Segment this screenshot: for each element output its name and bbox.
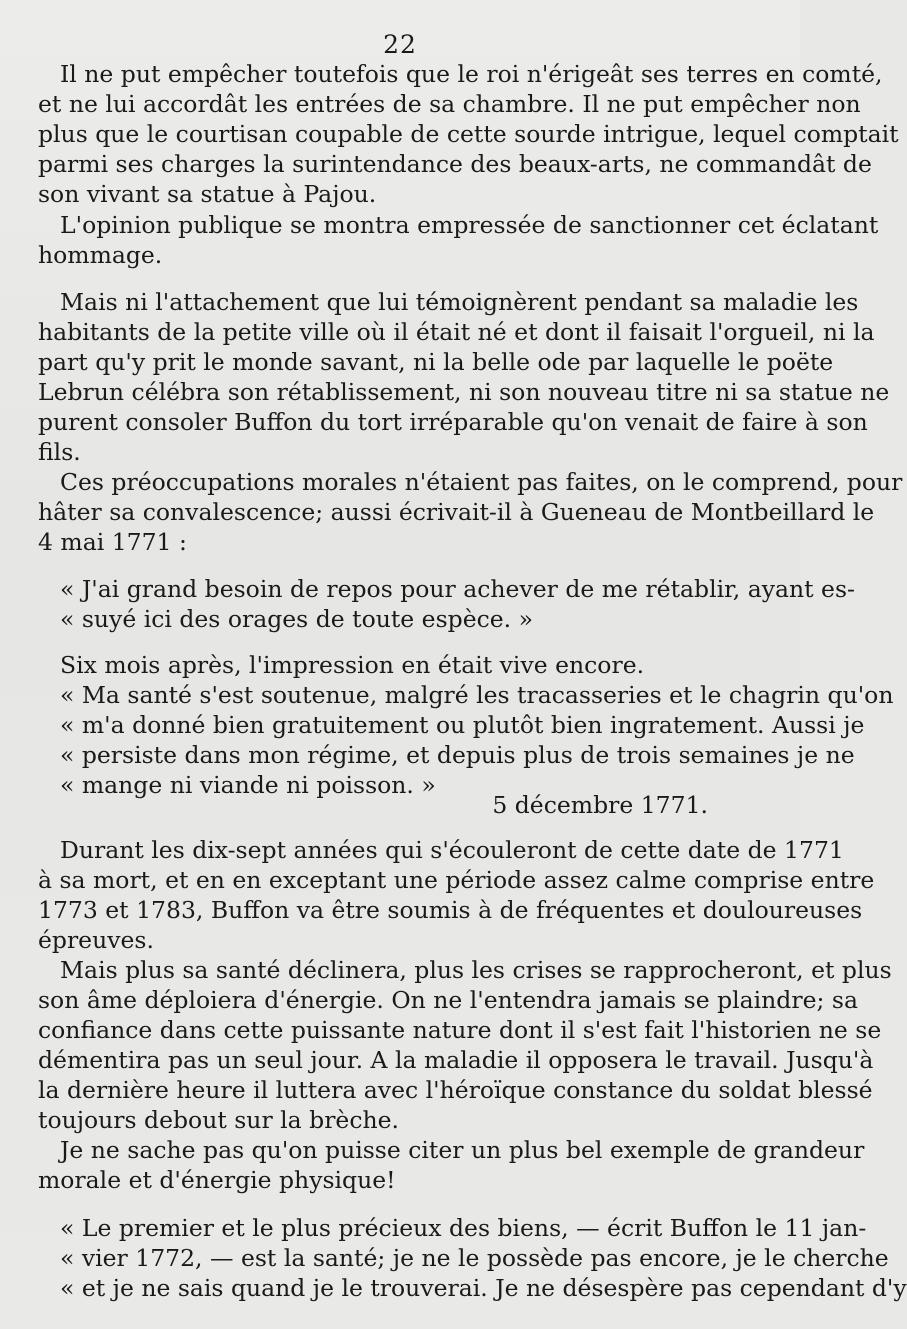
quote-line: « et je ne sais quand je le trouverai. Je ne désespère pas cependant d'y bbox=[60, 1274, 907, 1302]
text-line: Il ne put empêcher toutefois que le roi n'érigeât ses terres en comté, bbox=[60, 60, 883, 88]
quote-line: « mange ni viande ni poisson. » bbox=[60, 771, 436, 799]
text-line: démentira pas un seul jour. A la maladie il opposera le travail. Jusqu'à bbox=[38, 1046, 874, 1074]
text-line: 4 mai 1771 : bbox=[38, 528, 187, 556]
quote-line: « Le premier et le plus précieux des biens, — écrit Buffon le 11 jan- bbox=[60, 1214, 867, 1242]
quote-line: « J'ai grand besoin de repos pour achever de me rétablir, ayant es- bbox=[60, 575, 855, 603]
text-line: à sa mort, et en en exceptant une période assez calme comprise entre bbox=[38, 866, 875, 894]
text-line: Durant les dix-sept années qui s'écouleront de cette date de 1771 bbox=[60, 836, 844, 864]
text-line: habitants de la petite ville où il était né et dont il faisait l'orgueil, ni la bbox=[38, 318, 875, 346]
quote-line: « Ma santé s'est soutenue, malgré les tracasseries et le chagrin qu'on bbox=[60, 681, 894, 709]
text-line: et ne lui accordât les entrées de sa chambre. Il ne put empêcher non bbox=[38, 90, 861, 118]
text-line: part qu'y prit le monde savant, ni la belle ode par laquelle le poëte bbox=[38, 348, 834, 376]
text-line: 1773 et 1783, Buffon va être soumis à de fréquentes et douloureuses bbox=[38, 896, 863, 924]
text-line: confiance dans cette puissante nature dont il s'est fait l'historien ne se bbox=[38, 1016, 882, 1044]
page-number: 22 bbox=[383, 30, 417, 59]
text-line: fils. bbox=[38, 438, 81, 466]
text-line: Mais plus sa santé déclinera, plus les crises se rapprocheront, et plus bbox=[60, 956, 892, 984]
text-line: épreuves. bbox=[38, 926, 154, 954]
text-line: son âme déploiera d'énergie. On ne l'entendra jamais se plaindre; sa bbox=[38, 986, 858, 1014]
text-line: parmi ses charges la surintendance des beaux-arts, ne commandât de bbox=[38, 150, 872, 178]
text-line: purent consoler Buffon du tort irréparable qu'on venait de faire à son bbox=[38, 408, 868, 436]
text-line: Ces préoccupations morales n'étaient pas faites, on le comprend, pour bbox=[60, 468, 903, 496]
text-line: Six mois après, l'impression en était vive encore. bbox=[60, 651, 645, 679]
text-line: hommage. bbox=[38, 241, 163, 269]
quote-line: « m'a donné bien gratuitement ou plutôt bien ingratement. Aussi je bbox=[60, 711, 865, 739]
letter-date: 5 décembre 1771. bbox=[492, 791, 708, 819]
quote-line: « vier 1772, — est la santé; je ne le possède pas encore, je le cherche bbox=[60, 1244, 889, 1272]
text-line: Je ne sache pas qu'on puisse citer un plus bel exemple de grandeur bbox=[60, 1136, 865, 1164]
text-line: hâter sa convalescence; aussi écrivait-il à Gueneau de Montbeillard le bbox=[38, 498, 875, 526]
text-line: L'opinion publique se montra empressée de sanctionner cet éclatant bbox=[60, 211, 879, 239]
quote-line: « suyé ici des orages de toute espèce. » bbox=[60, 605, 533, 633]
text-line: plus que le courtisan coupable de cette sourde intrigue, lequel comptait bbox=[38, 120, 899, 148]
text-line: toujours debout sur la brèche. bbox=[38, 1106, 400, 1134]
text-line: morale et d'énergie physique! bbox=[38, 1166, 396, 1194]
text-line: Mais ni l'attachement que lui témoignèrent pendant sa maladie les bbox=[60, 288, 859, 316]
text-line: son vivant sa statue à Pajou. bbox=[38, 180, 377, 208]
text-line: Lebrun célébra son rétablissement, ni son nouveau titre ni sa statue ne bbox=[38, 378, 890, 406]
text-line: la dernière heure il luttera avec l'héroïque constance du soldat blessé bbox=[38, 1076, 873, 1104]
quote-line: « persiste dans mon régime, et depuis plus de trois semaines je ne bbox=[60, 741, 855, 769]
